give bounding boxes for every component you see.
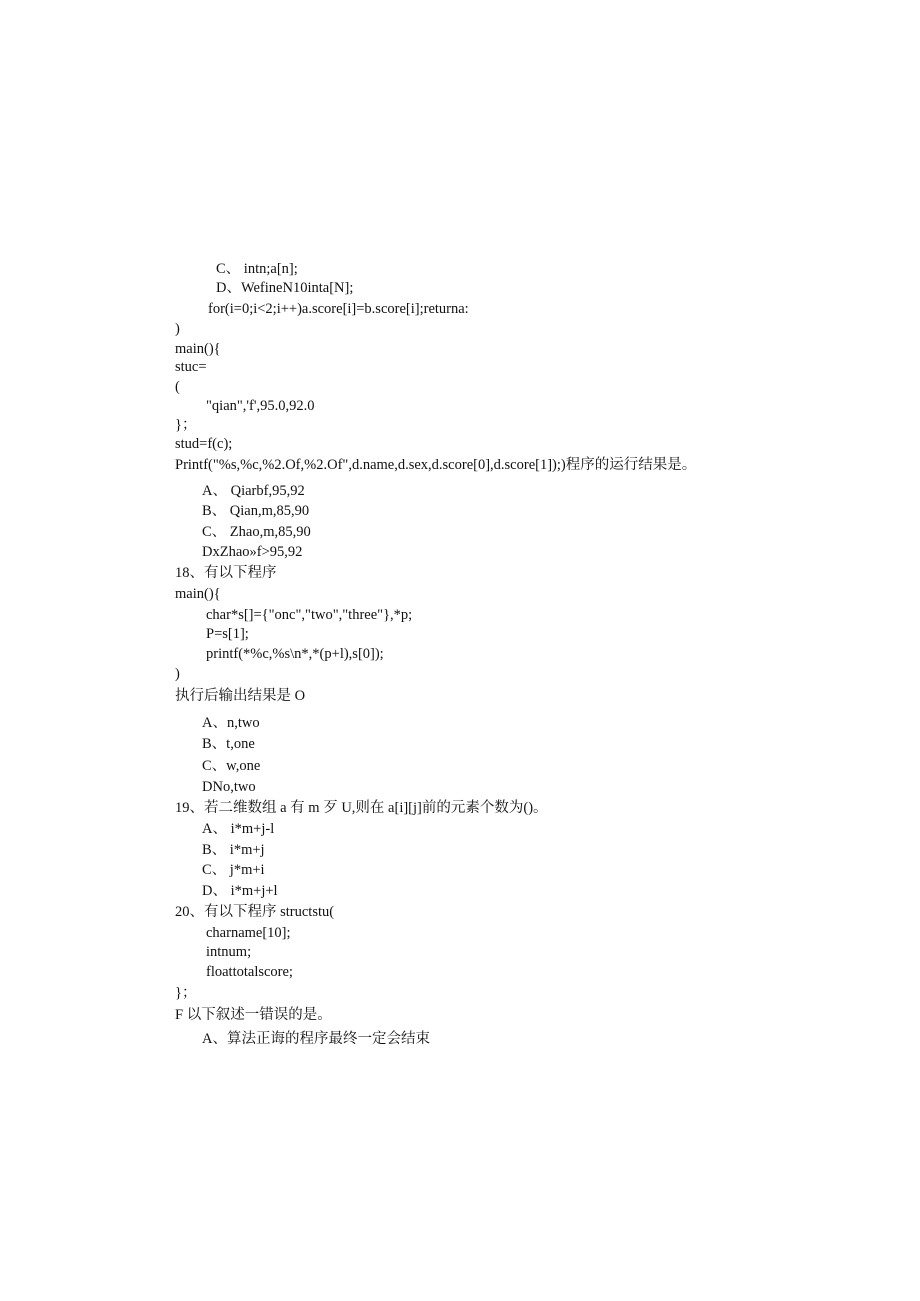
code-line: stuc= xyxy=(175,359,207,375)
answer-option-c: C、w,one xyxy=(202,758,261,774)
answer-option-d: DNo,two xyxy=(202,779,256,795)
question-20-heading: 20、有以下程序 structstu( xyxy=(175,904,335,920)
code-line: for(i=0;i<2;i++)a.score[i]=b.score[i];returna: xyxy=(208,301,469,317)
question-18-heading: 18、有以下程序 xyxy=(175,565,277,581)
code-line: P=s[1]; xyxy=(206,626,249,642)
answer-option-b: B、t,one xyxy=(202,736,255,752)
code-line: "qian",'f',95.0,92.0 xyxy=(206,398,315,414)
answer-option-a: A、 i*m+j-l xyxy=(202,821,275,837)
code-line: }； xyxy=(175,417,197,433)
code-line: }； xyxy=(175,985,197,1001)
code-line: charname[10]; xyxy=(206,925,291,941)
answer-option-b: B、 Qian,m,85,90 xyxy=(202,503,310,519)
code-line: main(){ xyxy=(175,341,221,357)
answer-option-a: A、算法正诲的程序最终一定会结束 xyxy=(202,1031,430,1047)
question-text: 执行后输出结果是 O xyxy=(175,688,306,704)
code-line: ) xyxy=(175,321,180,337)
answer-option-c: C、 j*m+i xyxy=(202,862,265,878)
code-line: ( xyxy=(175,379,180,395)
option-c-line: C、 intn;a[n]; xyxy=(216,261,298,277)
code-line: intnum; xyxy=(206,944,252,960)
answer-option-b: B、 i*m+j xyxy=(202,842,265,858)
question-19-heading: 19、若二维数组 a 有 m 歹 U,则在 a[i][j]前的元素个数为()。 xyxy=(175,800,548,816)
code-line: printf(*%c,%s\n*,*(p+l),s[0]); xyxy=(206,646,384,662)
answer-option-c: C、 Zhao,m,85,90 xyxy=(202,524,311,540)
answer-option-d: D、 i*m+j+l xyxy=(202,883,278,899)
answer-option-a: A、n,two xyxy=(202,715,260,731)
code-line: ) xyxy=(175,666,180,682)
option-d-line: D、WefineN10inta[N]; xyxy=(216,280,354,296)
answer-option-a: A、 Qiarbf,95,92 xyxy=(202,483,305,499)
code-line: char*s[]={"onc","two","three"},*p; xyxy=(206,607,413,623)
answer-option-d: DxZhao»f>95,92 xyxy=(202,544,303,560)
question-text: F 以下叙述一错误的是。 xyxy=(175,1007,332,1023)
code-line: main(){ xyxy=(175,586,221,602)
question-text: Printf("%s,%c,%2.Of,%2.Of",d.name,d.sex,d.score[0],d.score[1]);)程序的运行结果是。 xyxy=(175,457,697,473)
code-line: floattotalscore; xyxy=(206,964,293,980)
code-line: stud=f(c); xyxy=(175,436,233,452)
